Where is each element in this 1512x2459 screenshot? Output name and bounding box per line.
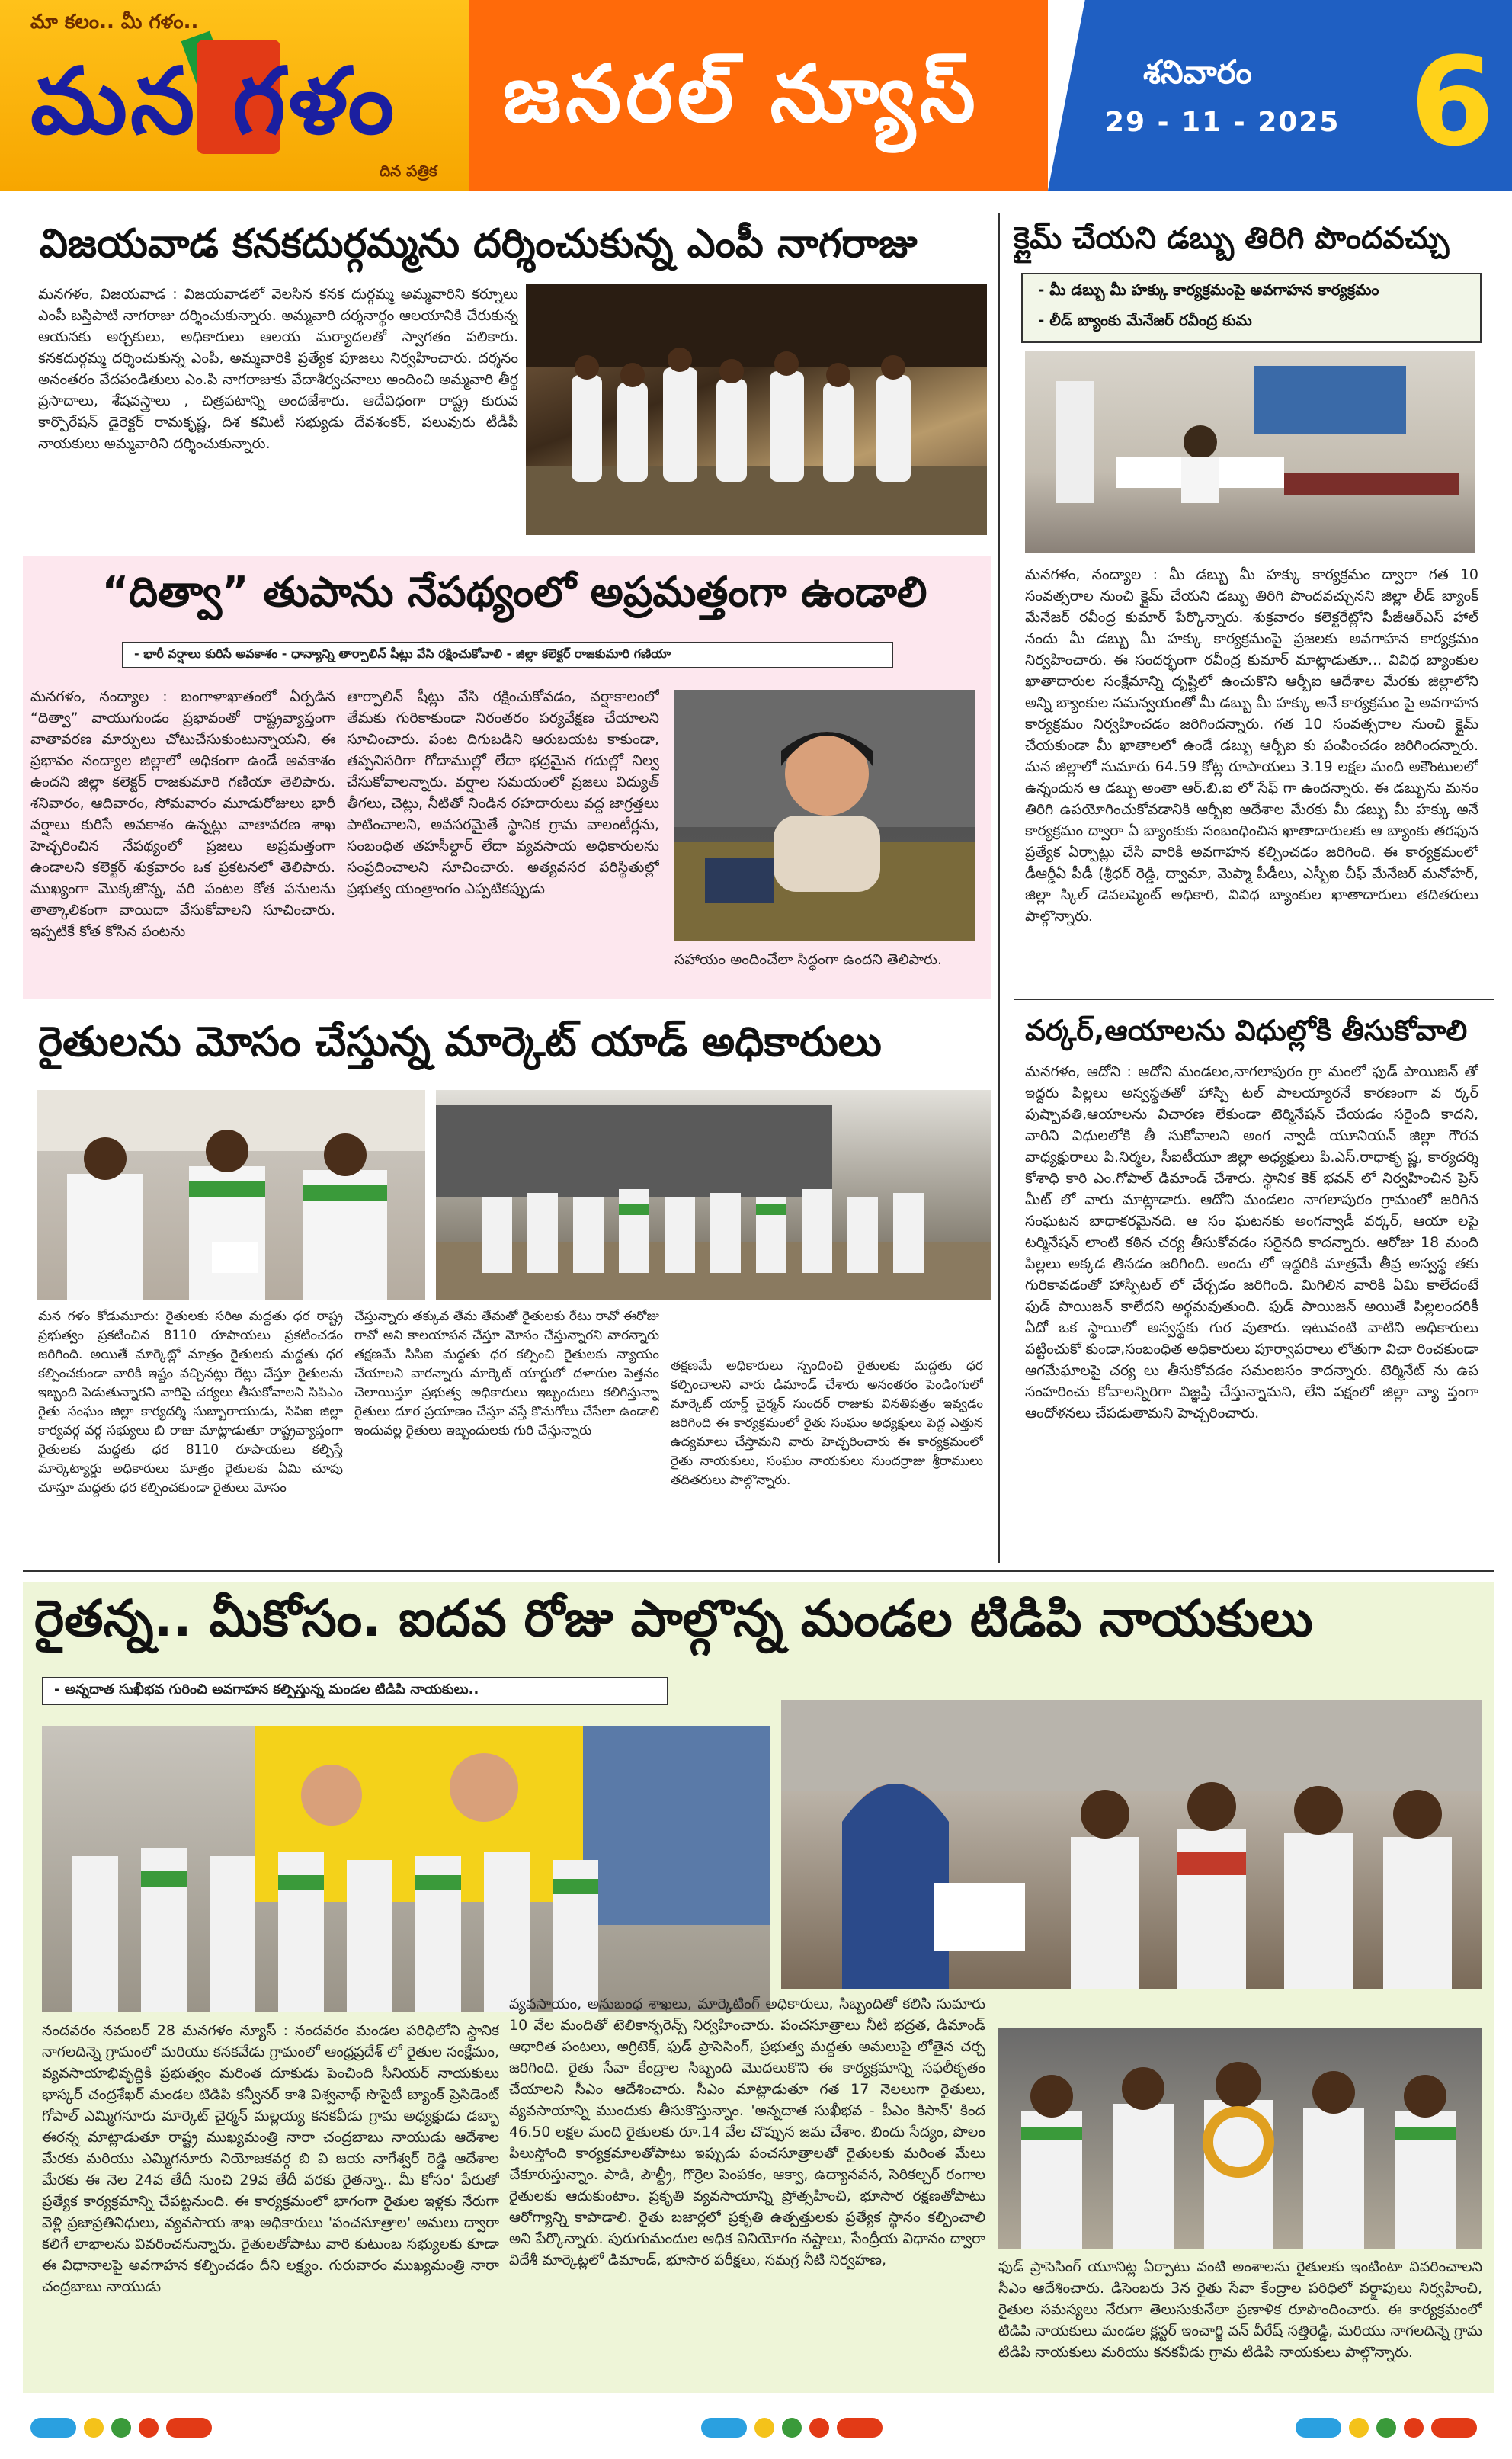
article3-subtitle: - భారీ వర్షాలు కురిసే అవకాశం - ధాన్యాన్ని తార్పాలిన్ షీట్లు వేసి రక్షించుకోవాలి - జిల్లా కలెక్టర్ రాజకుమారి గణియా	[122, 642, 893, 668]
article5-photo-right	[436, 1090, 991, 1300]
article5-col2: చేస్తున్నారు తక్కువ తేమ తేమతో రైతులకు రేటు రావో ఈరోజు రావో అని కాలయాపన చేస్తూ మోసం చేస్తున్నారని వారన్నారు తక్షణమే సిసిఐ మద్దతు ధర కల్పించి రైతులకు న్యాయం చేయాలని వారన్నారు మార్కెట్ యార్డులో దళారుల పెత్తనం చెలాయిస్తూ ప్రభుత్వ అధికారులు ఇబ్బందులు కలిగిస్తున్నా రైతులు దూర ప్రయాణం చేస్తూ వస్తే కొనుగోలు చేసేలా ఉండాలి ఇందువల్ల రైతులు ఇబ్బందులకు గురి చేస్తున్నారు	[354, 1309, 659, 1438]
footer-dot	[1404, 2418, 1424, 2438]
right-divider	[1014, 999, 1494, 1000]
article6-col3: ఫుడ్ ప్రాసెసింగ్ యూనిట్ల ఏర్పాటు వంటి అంశాలను రైతులకు ఇంటింటా వివరించాలని సీఎం ఆదేశించారు. డిసెంబరు 3న రైతు సేవా కేంద్రాల పరిధిలో వర్క్షాపులు నిర్వహించి, రైతుల సమస్యలు నేరుగా తెలుసుకునేలా ప్రణాళిక రూపొందించారు. ఈ కార్యక్రమంలో టిడిపి నాయకులు మండల క్లస్టర్ ఇంచార్జి వన్ వీరేష్ సత్తిరెడ్డి, మరియు నాగలదిన్నె గ్రామ టిడిపి నాయకులు మరియు కనకవీడు గ్రామ టిడిపి నాయకులు పాల్గొన్నారు.	[998, 2259, 1482, 2361]
article2-bullet-2: - లీడ్ బ్యాంకు మేనేజర్ రవీంద్ర కుమ	[1038, 311, 1252, 329]
article2-body: మనగళం, నంద్యాల : మీ డబ్బు మీ హక్కు కార్యక్రమం ద్వారా గత 10 సంవత్సరాల నుంచి క్లైమ్ చేయని డబ్బు తిరిగి పొందవచ్చునని జిల్లా లీడ్ బ్యాంక్ మేనేజర్ రవీంద్ర కుమార్ పేర్కొన్నారు. శుక్రవారం కలెక్టరేట్లోని పీజీఆర్ఎస్ హాల్ నందు మీ డబ్బు మీ హక్కు కార్యక్రమంపై ప్రజలకు అవగాహన కార్యక్రమం నిర్వహించారు. ఈ సందర్భంగా రవీంద్ర కుమార్ మాట్లాడుతూ... వివిధ బ్యాంకుల ఖాతాదారుల సంక్షేమాన్ని దృష్టిలో ఉంచుకొని ఆర్బీఐ ఆదేశాల మేరకు జిల్లాలోని అన్ని బ్యాంకుల సమన్వయంతో మీ డబ్బు మీ హక్కు అనే కార్యక్రమం పై అవగాహన కార్యక్రమం నిర్వహించడం జరిగిందన్నారు. గత 10 సంవత్సరాల నుంచి క్లైమ్ చేయకుండా మీ ఖాతాలలో ఉండే డబ్బు ఆర్బీఐ కు పంపించడం జరిగిందన్నారు. మన జిల్లాలో సుమారు 64.59 కోట్ల రూపాయలు 3.19 లక్షల మంది అకౌంటులలో ఉన్నందున ఆ డబ్బు అంతా ఆర్.బి.ఐ లో సేఫ్ గా ఉందన్నారు. ఈ డబ్బును మనం తిరిగి ఉపయోగించుకోవడానికి ఆర్బీఐ ఆదేశాల మేరకు మీ డబ్బు మీ హక్కు అనే కార్యక్రమం ద్వారా ఏ బ్యాంకుకు సంబంధించిన ఖాతాదారులకు ఆ బ్యాంకు తరఫున ప్రత్యేక ఏర్పాట్లు చేసి వారికి అవగాహన కల్పించడం జరిగింది. ఈ కార్యక్రమంలో డీఆర్డీఏ పీడీ (శ్రీధర్ రెడ్డి, ద్వామా, మెప్మా పీడీలు, ఎస్బీఐ చీఫ్ మేనేజర్ మనోహర్, జిల్లా స్కిల్ డెవలప్మెంట్ అధికారి, వివిధ బ్యాంకుల ఖాతాదారులు తదితరులు పాల్గొన్నారు.	[1025, 566, 1478, 925]
article1-photo	[526, 284, 987, 535]
article1-headline[interactable]: విజయవాడ కనకదుర్గమ్మను దర్శించుకున్న ఎంపీ నాగరాజు	[40, 221, 918, 267]
article2-bullet-1: - మీ డబ్బు మీ హక్కు కార్యక్రమంపై అవగాహన కార్యక్రమం	[1038, 281, 1379, 299]
farmer-meeting-icon	[781, 1700, 1482, 1989]
article6-headline[interactable]: రైతన్న.. మీకోసం. ఐదవ రోజు పాల్గొన్న మండల టిడిపి నాయకులు	[34, 1589, 1313, 1648]
column-divider	[998, 213, 1000, 1563]
footer-dot	[1376, 2418, 1396, 2438]
article6-col1: నందవరం నవంబర్ 28 మనగళం న్యూస్ : నందవరం మండల పరిధిలోని స్థానిక నాగలదిన్నె గ్రామంలో మరియు కనకవేడు గ్రామంలో ఆంధ్రప్రదేశ్ లో రైతుల సంక్షేమం, వ్యవసాయాభివృద్ధికి ప్రభుత్వం మరింత దూకుడు పెంచింది సీనియర్ నాయకులు భాస్కర్ చంద్రశేఖర్ మండల టిడిపి కన్వీనర్ కాశి విశ్వనాథ్ సొసైటీ బ్యాంక్ ప్రెసిడెంట్ గోపాల్ ఎమ్మిగనూరు మార్కెట్ చైర్మన్ మల్లయ్య కనకవీడు గ్రామ అధ్యక్షుడు డబ్బా ఈరన్న మాట్లాడుతూ రాష్ట్ర ముఖ్యమంత్రి నారా చంద్రబాబు నాయుడు ఆదేశాల మేరకు మరియు ఎమ్మిగనూరు నియోజకవర్గ బి వి జయ నాగేశ్వర్ రెడ్డి ఆదేశాల మేరకు ఈ నెల 24వ తేదీ నుంచి 29వ తేదీ వరకు రైతన్నా.. మీ కోసం' పేరుతో ప్రత్యేక కార్యక్రమాన్ని చేపట్టనుంది. ఈ కార్యక్రమంలో భాగంగా రైతుల ఇళ్లకు నేరుగా వెళ్లి ప్రజాప్రతినిధులు, వ్యవసాయ శాఖ అధికారులు 'పంచసూత్రాల' అమలు ద్వారా కలిగే లాభాలను వివరించనున్నారు. రైతులతోపాటు వారి కుటుంబ సభ్యులకు కూడా ఈ విధానాలపై అవగాహన కల్పించడం దీని లక్ష్యం. గురువారం ముఖ్యమంత్రి నారా చంద్రబాబు నాయుడు	[42, 2022, 499, 2295]
article5-photo-left	[37, 1090, 425, 1300]
article2-photo	[1025, 351, 1475, 553]
article3-col1: మనగళం, నంద్యాల : బంగాళాఖాతంలో ఏర్పడిన “దిత్వా” వాయుగుండం ప్రభావంతో రాష్ట్రవ్యాప్తంగా వాతావరణ మార్పులు చోటుచేసుకుంటున్నాయని, ఈ ప్రభావం నంద్యాల జిల్లాలో అధికంగా ఉండే అవకాశం ఉందని జిల్లా కలెక్టర్ రాజకుమారి గణియా తెలిపారు. శనివారం, ఆదివారం, సోమవారం మూడురోజులు భారీ వర్షాలు కురిసే అవకాశం ఉన్నట్లు వాతావరణ శాఖ హెచ్చరించిన నేపథ్యంలో ప్రజలు అప్రమత్తంగా ఉండాలని కలెక్టర్ శుక్రవారం ఒక ప్రకటనలో తెలిపారు. ముఖ్యంగా మొక్కజొన్న, వరి పంటల కోత పనులను తాత్కాలికంగా వాయిదా వేసుకోవాలని సూచించారు. ఇప్పటికే కోత కోసిన పంటను	[30, 688, 335, 940]
article5-col1: మన గళం కోడుమూరు: రైతులకు సరిఅ మద్దతు ధర రాష్ట్ర ప్రభుత్వం ప్రకటించిన 8110 రూపాయలు ప్రకటించడం జరిగింది. అయితే మార్కెట్లో మాత్రం రైతులకు మద్దతు ధర కల్పించకుండా వారికి ఇష్టం వచ్చినట్లు రేట్లు చేస్తూ రైతులను ఇబ్బంది పెడుతున్నారని వారిపై చర్యలు తీసుకోవాలని సిపిఎం రైతు సంఘం జిల్లా కార్యదర్శి సుబ్బారాయుడు, సిపిఐ జిల్లా కార్యవర్గ వర్గ సభ్యులు బి రాజు మాట్లాడుతూ రాష్ట్రవ్యాప్తంగా రైతులకు మద్దతు ధర 8110 రూపాయలు కల్పిస్తే మార్కెట్యార్డు అధికారులు మాత్రం రైతులకు ఏమి చూపు చూస్తూ మద్దతు ధర కల్పించకుండా రైతులు మోసం	[38, 1309, 343, 1496]
footer-dot	[84, 2418, 104, 2438]
article3-caption: సహాయం అందించేలా సిద్ధంగా ఉందని తెలిపారు.	[674, 951, 943, 968]
article3-photo	[674, 690, 975, 941]
footer-dot	[1349, 2418, 1369, 2438]
garland-group-icon	[998, 2028, 1482, 2249]
tdp-banner-group-icon	[42, 1726, 770, 2012]
article3-col2: తార్పాలిన్ షీట్లు వేసి రక్షించుకోవడం, వర్షాకాలంలో తేమకు గురికాకుండా నిరంతరం పర్యవేక్షణ చేయాలని సూచించారు. పంట దిగుబడిని ఆరుబయట కాకుండా, తప్పనిసరిగా గోదాముల్లో లేదా భద్రమైన గదుల్లో నిల్వ చేసుకోవాలన్నారు. వర్షాల సమయంలో ప్రజలు విద్యుత్ తీగలు, చెట్లు, నీటితో నిండిన రహదారులు వద్ద జాగ్రత్తలు పాటించాలని, అవసరమైతే స్థానిక గ్రామ వాలంటీర్లను, సంబంధిత తహసీల్దార్ లేదా వ్యవసాయ అధికారులను సంప్రదించాలని సూచించారు. అత్యవసర పరిస్థితుల్లో ప్రభుత్వ యంత్రాంగం ఎప్పటికప్పుడు	[347, 688, 659, 897]
article6-col2: వ్యవసాయం, అనుబంధ శాఖలు, మార్కెటింగ్ అధికారులు, సిబ్బందితో కలిసి సుమారు 10 వేల మందితో టెలికాన్ఫరెన్స్ నిర్వహించారు. పంచసూత్రాలు నీటి భద్రత, డిమాండ్ ఆధారిత పంటలు, అగ్రిటెక్, ఫుడ్ ప్రాసెసింగ్, ప్రభుత్వ మద్దతు అమలుపై లోతైన చర్చ జరిగింది. రైతు సేవా కేంద్రాల సిబ్బంది మొదలుకొని ఈ కార్యక్రమాన్ని సఫలీకృతం చేయాలని సీఎం ఆదేశించారు. సీఎం మాట్లాడుతూ గత 17 నెలలుగా రైతులు, వ్యవసాయాన్ని ముందుకు తీసుకొస్తున్నాం. 'అన్నదాత సుఖీభవ - పీఎం కిసాన్' కింద 46.50 లక్షల మంది రైతులకు రూ.14 వేల చొప్పున జమ చేశాం. బిందు సేద్యం, పొలం పిలుస్తోంది కార్యక్రమాలతోపాటు ఇప్పుడు పంచసూత్రాలతో రైతులకు మరింత మేలు చేకూరుస్తున్నాం. పాడి, పౌల్ట్రీ, గొర్రెల పెంపకం, ఆక్వా, ఉద్యానవన, సెరికల్చర్ రంగాల రైతులకు ఆదుకుంటాం. ప్రకృతి వ్యవసాయాన్ని ప్రోత్సహించి, భూసార రక్షణతోపాటు ఆరోగ్యాన్ని కాపాడాలి. రైతు బజార్లలో ప్రకృతి ఉత్పత్తులకు ప్రత్యేక స్థానం కల్పించాలి అని పేర్కొన్నారు. పురుగుమందుల అధిక వినియోగం నష్టాలు, సేంద్రీయ విధానం ద్వారా విదేశీ మార్కెట్లలో డిమాండ్, భూసార పరీక్షలు, సమగ్ర నీటి నిర్వహణ,	[509, 1996, 985, 2268]
article5-col3: తక్షణమే అధికారులు స్పందించి రైతులకు మద్దతు ధర కల్పించాలని వారు డిమాండ్ చేశారు అనంతరం పెండింగులో మార్కెట్ యార్డ్ చైర్మన్ సుందర్ రాజుకు వినతిపత్రం ఇవ్వడం జరిగింది ఈ కార్యక్రమంలో రైతు సంఘం అధ్యక్షులు పెద్ద ఎత్తున ఉద్యమాలు చేస్తామని వారు హెచ్చరించారు ఈ కార్యక్రమంలో రైతు నాయకులు, సంఘం నాయకులు సుందర్రాజు శ్రీరాములు తదితరులు పాల్గొన్నారు.	[671, 1358, 983, 1488]
footer-dot	[111, 2418, 131, 2438]
date-label: 29 - 11 - 2025	[1105, 107, 1341, 138]
tagline: మా కలం.. మీ గళం..	[30, 11, 199, 34]
article2-bullets	[1021, 273, 1482, 343]
day-label: శనివారం	[1143, 53, 1252, 91]
daily-label: దిన పత్రిక	[380, 162, 437, 180]
section-title: జనరల్ న్యూస్	[503, 47, 980, 140]
footer-dot	[754, 2418, 774, 2438]
article6-photo-right-bottom	[998, 2028, 1482, 2249]
meeting-hall-icon	[1025, 351, 1475, 553]
footer-dot	[166, 2418, 212, 2438]
section-divider	[23, 1570, 1494, 1572]
article6-photo-left	[42, 1726, 770, 2012]
farmers-memo-icon	[37, 1090, 425, 1300]
collector-portrait-icon	[674, 690, 975, 941]
footer-dot	[139, 2418, 159, 2438]
page-number: 6	[1410, 30, 1495, 173]
article6-photo-right-top	[781, 1700, 1482, 1989]
article1-body: మనగళం, విజయవాడ : విజయవాడలో వెలసిన కనక దుర్గమ్మ అమ్మవారిని కర్నూలు ఎంపీ బస్తిపాటి నాగరాజు దర్శించుకున్నారు. అమ్మవారి దర్శనార్థం ఆలయానికి చేరుకున్న ఆయనకు అర్చకులు, అధికారులు ఆలయ మర్యాదలతో స్వాగతం పలికారు. కనకదుర్గమ్మ దర్శించుకున్న ఎంపీ, అమ్మవారికి ప్రత్యేక పూజలు నిర్వహించారు. దర్శనం అనంతరం వేదపండితులు ఎం.పి నాగరాజుకు వేదాశీర్వచనాలు అందించి అమ్మవారి తీర్థ ప్రసాదాలు, శేషవస్త్రాలు , చిత్రపటాన్ని అందజేశారు. ఆదేవిధంగా రాష్ట్ర కురువ కార్పొరేషన్ డైరెక్టర్ రామకృష్ణ, దిశ కమిటీ సభ్యుడు దేవశంకర్, పలువురు టీడీపీ నాయకులు అమ్మవారిని దర్శించుకున్నారు.	[38, 286, 518, 452]
footer-dot	[809, 2418, 829, 2438]
footer-dot	[1296, 2418, 1341, 2438]
market-yard-crowd-icon	[436, 1090, 991, 1300]
temple-group-icon	[526, 284, 987, 535]
article5-headline[interactable]: రైతులను మోసం చేస్తున్న మార్కెట్ యాడ్ అధికారులు	[38, 1018, 882, 1066]
newspaper-logo[interactable]: మన గళం	[30, 47, 398, 155]
article3-headline[interactable]: “దిత్వా” తుపాను నేపథ్యంలో అప్రమత్తంగా ఉండాలి	[101, 568, 927, 616]
footer-dot	[30, 2418, 76, 2438]
footer-dot	[701, 2418, 747, 2438]
article4-headline[interactable]: వర్కర్,ఆయాలను విధుల్లోకి తీసుకోవాలి	[1025, 1014, 1468, 1047]
footer-dot	[782, 2418, 802, 2438]
masthead	[0, 0, 1512, 191]
footer-dot	[1431, 2418, 1477, 2438]
footer	[0, 2401, 1512, 2459]
article6-subtitle: - అన్నదాత సుఖీభవ గురించి అవగాహన కల్పిస్తున్న మండల టిడిపి నాయకులు..	[42, 1677, 668, 1705]
article4-body: మనగళం, ఆదోని : ఆదోని మండలం,నాగలాపురం గ్రా మంలో ఫుడ్ పాయిజన్ తో ఇద్దరు పిల్లలు అస్వస్థతతో హాస్పి టల్ పాలయ్యారనే కారణంగా వ ర్కర్ పుష్పావతి,ఆయాలను విచారణ లేకుండా టెర్మినేషన్ చేయడం సరైంది కాదని, వారిని విధులలోకి తీ సుకోవాలని అంగ న్వాడీ యూనియన్ జిల్లా గౌరవ వాధ్యక్షురాలు పి.నిర్మల, సీఐటీయూ జిల్లా అధ్యక్షులు పి.ఎస్.రాధాకృ ష్ణ, కార్యదర్శి కోశాధి కారి ఎం.గోపాల్ డిమాండ్ చేశారు. స్థానిక కెక్ భవన్ లో నిర్వహించిన ప్రెస్ మీట్ లో వారు మాట్లాడారు. ఆదోని మండలం నాగలాపురం గ్రామంలో జరిగిన సంఘటన బాధాకరమైనది. ఆ సం ఘటనకు అంగన్వాడీ వర్కర్, ఆయా లపై టర్మినేషన్ లాంటి కఠిన చర్య తీసుకోవడం సరైనది కాదన్నారు. ఆరోజు 18 మంది పిల్లలు అక్కడ తినడం జరిగింది. అందు లో ఇద్దరికి మాత్రమే తీవ్ర అస్వస్థ తకు గురికావడంతో హాస్పిటల్ లో చేర్చడం జరిగింది. మిగిలిన వారికి ఏమి కాలేదంటే ఫుడ్ పాయిజన్ కాలేదని అర్థమవుతుంది. ఫుడ్ పాయిజన్ అయితే పిల్లలందరికీ ఏదో ఒక స్థాయిలో అస్వస్థకు గుర వుతారు. ఇటువంటి వాటిని అధికారులు పట్టించుకో కుండా,సంబంధిత అధికారులు పూర్వాపరాలు లోతుగా విచా రించకుండా ఆగమేఘాలపై చర్య లు తీసుకోవడం సమంజసం కాదన్నారు. టెర్మినేట్ ను ఉప సంహరించు కోవాలన్నిరిగా విజ్ఞప్తి చేస్తున్నామని, లేని పక్షంలో జిల్లా వ్యా ప్తంగా ఆందోళనలు చేపడుతామని హెచ్చరించారు.	[1025, 1063, 1478, 1422]
article2-headline[interactable]: క్లైమ్ చేయని డబ్బు తిరిగి పొందవచ్చు	[1014, 221, 1450, 256]
footer-dot	[837, 2418, 883, 2438]
